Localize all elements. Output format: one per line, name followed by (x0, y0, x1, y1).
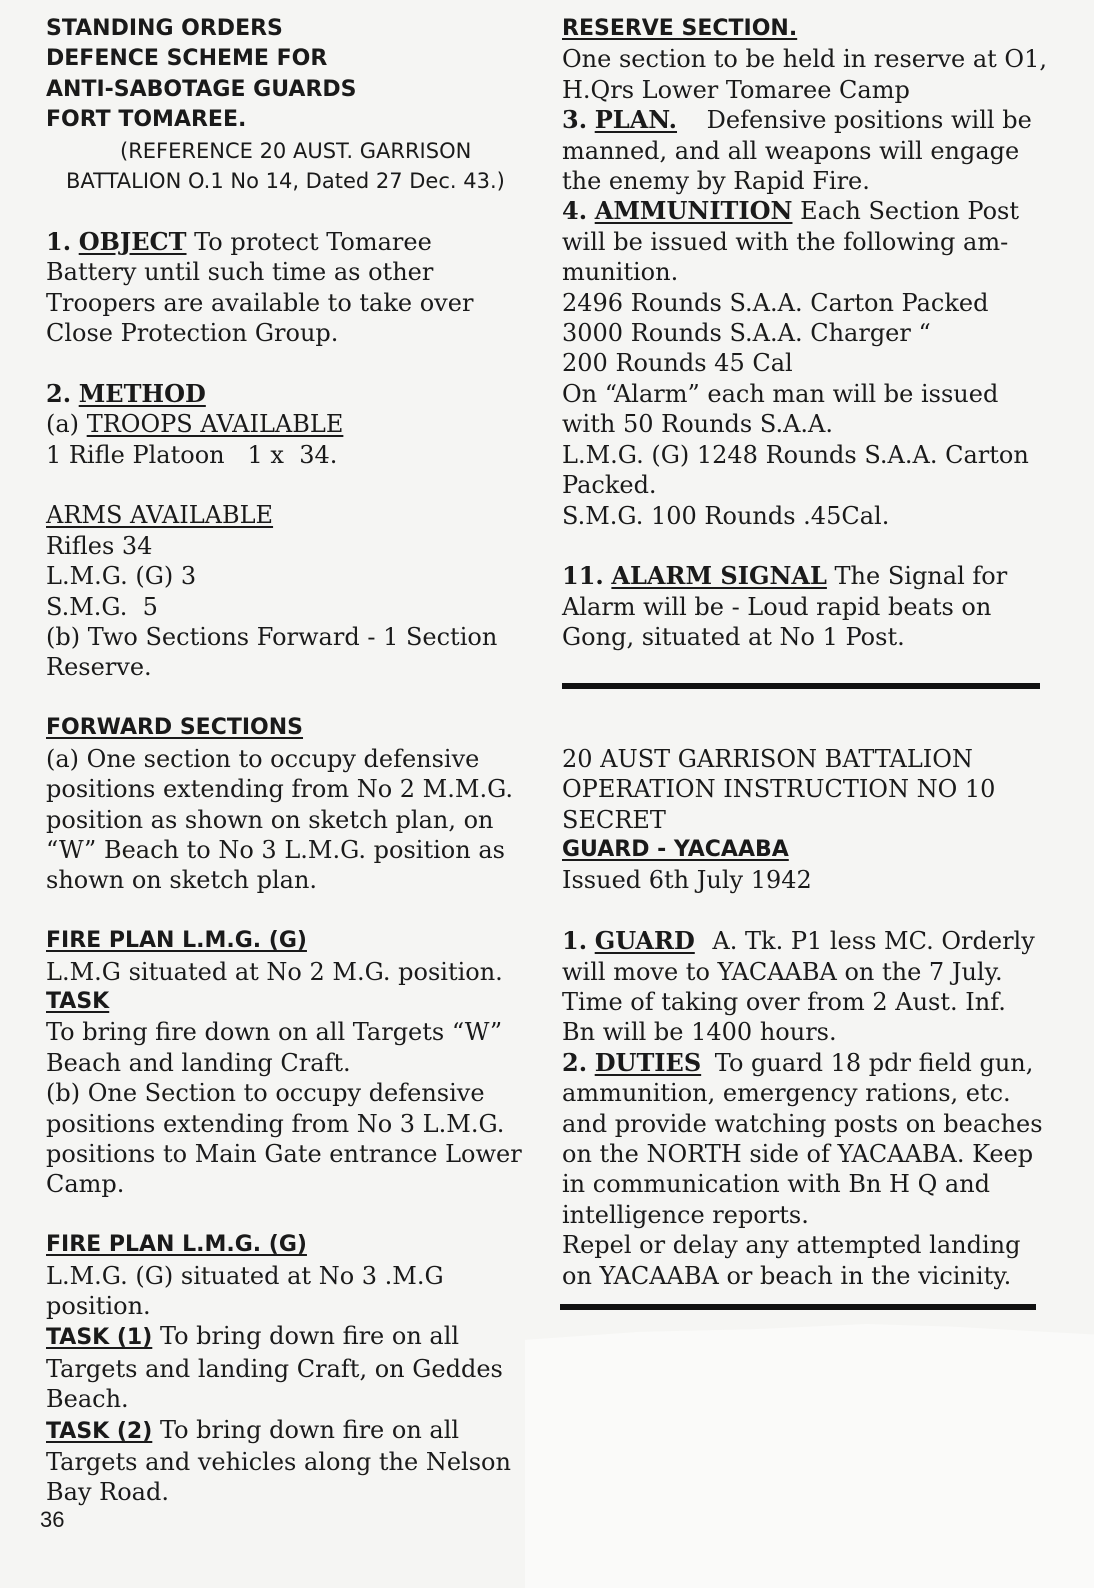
instruction-text: SECRET (562, 805, 666, 834)
fire-plan-text: positions to Main Gate entrance Lower (46, 1139, 522, 1168)
instruction-text: 20 AUST GARRISON BATTALION (562, 744, 973, 773)
guard-yacaaba-title: GUARD - YACAABA (562, 836, 789, 862)
guard-text: A. Tk. P1 less MC. Orderly (712, 927, 1035, 956)
task-title: TASK (46, 988, 110, 1014)
ammunition-text: will be issued with the following am- (562, 227, 1009, 256)
task-text: Beach. (46, 1385, 129, 1414)
alarm-text: Alarm will be - Loud rapid beats on (562, 592, 992, 621)
ammunition-text: 2496 Rounds S.A.A. Carton Packed (562, 288, 989, 317)
plan-heading-line (562, 105, 1052, 135)
reserve-text: H.Qrs Lower Tomaree Camp (562, 75, 910, 104)
task-text: Beach and landing Craft. (46, 1048, 351, 1077)
fire-plan-text: positions extending from No 3 L.M.G. (46, 1109, 505, 1138)
method-text: (b) Two Sections Forward - 1 Section (46, 623, 498, 652)
title-line: ANTI-SABOTAGE GUARDS (46, 76, 357, 102)
ammunition-text: 3000 Rounds S.A.A. Charger “ (562, 319, 931, 348)
plan-text: manned, and all weapons will engage (562, 136, 1020, 165)
title-line: DEFENCE SCHEME FOR (46, 46, 328, 72)
duties-text: Repel or delay any attempted landing (562, 1231, 1021, 1260)
arms-item: L.M.G. (G) 3 (46, 562, 197, 591)
torn-paper-patch (525, 1324, 1094, 1588)
section-number: 2. (562, 1047, 588, 1077)
ammunition-text: Each Section Post (800, 197, 1020, 226)
issued-date: Issued 6th July 1942 (562, 866, 812, 895)
fire-plan-text: L.M.G. (G) situated at No 3 .M.G (46, 1261, 444, 1290)
task-text: Bay Road. (46, 1478, 169, 1507)
arms-item: Rifles 34 (46, 531, 153, 560)
object-title: OBJECT (78, 226, 187, 256)
duties-text: To guard 18 pdr field gun, (714, 1048, 1034, 1077)
fire-plan-text: position. (46, 1291, 151, 1320)
object-heading-line (46, 227, 526, 257)
reserve-text: One section to be held in reserve at O1, (562, 45, 1048, 74)
task-title: TASK (1) (46, 1325, 153, 1351)
forward-sections-title: FORWARD SECTIONS (46, 715, 304, 741)
method-title: METHOD (78, 378, 206, 408)
task-text: To bring fire down on all Targets “W” (46, 1018, 503, 1047)
arms-title: ARMS AVAILABLE (46, 501, 274, 530)
object-text: To protect Tomaree (194, 227, 432, 256)
guard-text: Bn will be 1400 hours. (562, 1018, 837, 1047)
ammunition-text: 200 Rounds 45 Cal (562, 349, 793, 378)
object-text: Troopers are available to take over (46, 288, 474, 317)
duties-text: in communication with Bn H Q and (562, 1170, 991, 1199)
duties-text: on the NORTH side of YACAABA. Keep (562, 1139, 1034, 1168)
title-line: STANDING ORDERS (46, 16, 283, 41)
ammunition-text: S.M.G. 100 Rounds .45Cal. (562, 501, 890, 530)
task-text: Targets and vehicles along the Nelson (46, 1448, 511, 1476)
section-number: 4. (562, 196, 588, 226)
guard-title: GUARD (594, 926, 695, 956)
arms-item: S.M.G. 5 (46, 592, 158, 621)
task-text: Targets and landing Craft, on Geddes (46, 1354, 503, 1383)
instruction-text: OPERATION INSTRUCTION NO 10 (562, 775, 996, 804)
section-number: 3. (562, 105, 588, 135)
object-text: Close Protection Group. (46, 319, 339, 348)
duties-text: on YACAABA or beach in the vicinity. (562, 1261, 1012, 1290)
section-number: 11. (562, 561, 604, 591)
forward-text: position as shown on sketch plan, on (46, 805, 494, 834)
troops-line: 1 Rifle Platoon 1 x 34. (46, 440, 338, 469)
ammunition-text: On “Alarm” each man will be issued (562, 379, 999, 408)
method-text: Reserve. (46, 653, 152, 682)
plan-text: Defensive positions will be (706, 106, 1032, 135)
forward-text: positions extending from No 2 M.M.G. (46, 775, 514, 804)
fire-plan-text: (b) One Section to occupy defensive (46, 1079, 485, 1108)
right-column (562, 14, 1052, 1291)
reference-line: BATTALION O.1 No 14, Dated 27 Dec. 43.) (66, 169, 505, 194)
section-number: 1. (562, 926, 588, 956)
duties-title: DUTIES (594, 1047, 702, 1077)
item-prefix: (a) (46, 410, 80, 439)
troops-title: TROOPS AVAILABLE (86, 410, 344, 439)
ammunition-text: with 50 Rounds S.A.A. (562, 410, 833, 439)
section-number: 2. (46, 378, 72, 408)
fire-plan-text: Camp. (46, 1170, 125, 1199)
alarm-title: ALARM SIGNAL (611, 561, 827, 591)
alarm-text: The Signal for (834, 562, 1008, 591)
guard-heading-line (562, 926, 1052, 956)
fire-plan-title: FIRE PLAN L.M.G. (G) (46, 928, 307, 954)
task-line (46, 1321, 526, 1353)
reserve-section-title: RESERVE SECTION. (562, 16, 798, 41)
duties-text: and provide watching posts on beaches (562, 1109, 1043, 1138)
method-heading-line (46, 379, 526, 409)
forward-text: shown on sketch plan. (46, 866, 318, 895)
ammunition-text: munition. (562, 258, 679, 287)
forward-text: (a) One section to occupy defensive (46, 744, 480, 773)
ammunition-text: Packed. (562, 471, 657, 500)
title-line: FORT TOMAREE. (46, 107, 247, 133)
duties-heading-line (562, 1048, 1052, 1078)
duties-text: ammunition, emergency rations, etc. (562, 1079, 1011, 1108)
troops-heading-line (46, 409, 526, 439)
task-title: TASK (2) (46, 1418, 153, 1444)
ammunition-text: L.M.G. (G) 1248 Rounds S.A.A. Carton (562, 440, 1029, 469)
task-text: To bring down fire on all (159, 1415, 460, 1444)
plan-text: the enemy by Rapid Fire. (562, 167, 870, 196)
guard-text: Time of taking over from 2 Aust. Inf. (562, 987, 1006, 1016)
section-number: 1. (46, 226, 72, 256)
alarm-heading-line (562, 561, 1052, 591)
fire-plan-text: L.M.G situated at No 2 M.G. position. (46, 957, 503, 986)
task-line (46, 1415, 526, 1447)
reference-line: (REFERENCE 20 AUST. GARRISON (120, 138, 472, 163)
task-text: To bring down fire on all (159, 1322, 460, 1351)
alarm-text: Gong, situated at No 1 Post. (562, 623, 905, 652)
ammunition-heading-line (562, 196, 1052, 226)
ammunition-title: AMMUNITION (594, 196, 793, 226)
page-number: 36 (40, 1507, 65, 1532)
left-column (46, 14, 526, 1508)
object-text: Battery until such time as other (46, 258, 434, 287)
guard-text: will move to YACAABA on the 7 July. (562, 957, 1003, 986)
plan-title: PLAN. (594, 105, 678, 135)
section-divider (560, 1304, 1036, 1310)
section-divider (562, 683, 1040, 689)
forward-text: “W” Beach to No 3 L.M.G. position as (46, 835, 505, 864)
fire-plan-title: FIRE PLAN L.M.G. (G) (46, 1232, 307, 1258)
duties-text: intelligence reports. (562, 1200, 809, 1229)
